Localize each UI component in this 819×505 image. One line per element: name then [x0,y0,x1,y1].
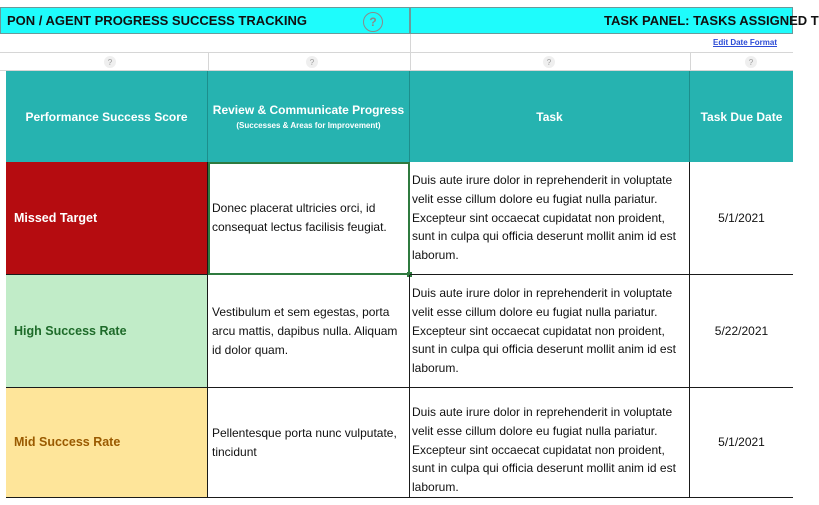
review-text: Pellentesque porta nunc vulputate, tincidunt [212,425,397,459]
column-header-review-sublabel: (Successes & Areas for Improvement) [236,121,381,130]
gridline [208,52,209,71]
review-cell[interactable] [208,162,410,275]
help-icon[interactable]: ? [363,12,383,32]
review-cell[interactable] [208,275,410,388]
review-text: Donec placerat ultricies orci, id consequat lectus facilisis feugiat. [212,201,387,234]
gridline [0,52,793,53]
score-label: Mid Success Rate [14,435,121,449]
score-cell[interactable] [6,275,208,388]
due-date-text: 5/1/2021 [718,435,765,449]
due-date-cell[interactable] [690,388,793,498]
due-date-cell[interactable] [690,162,793,275]
column-header-score-label: Performance Success Score [25,109,188,124]
help-icon-score[interactable]: ? [104,56,116,68]
help-icon-review[interactable]: ? [306,56,318,68]
task-text: Duis aute irure dolor in reprehenderit in voluptate velit esse cillum dolore eu fugiat nulla pariatur. Excepteur sint occaecat cupidatat non proident, sunt in culpa qui officia deserunt mollit anim id est laborum. [412,286,676,376]
review-cell[interactable] [208,388,410,498]
column-header-review-label: Review & Communicate Progress [212,103,405,117]
banner-left-title [0,7,410,34]
column-header-review [208,71,410,162]
gridline [690,52,691,71]
banner-right-text: TASK PANEL: TASKS ASSIGNED T [604,13,819,28]
help-icon-task[interactable]: ? [543,56,555,68]
task-cell[interactable] [410,275,690,388]
column-header-score [6,71,208,162]
banner-right-title [410,7,819,34]
score-label: Missed Target [14,210,98,225]
help-icon-due[interactable]: ? [745,56,757,68]
task-cell[interactable] [410,162,690,275]
gridline [410,34,411,71]
column-header-task-label: Task [536,109,563,124]
score-label: High Success Rate [14,323,127,338]
task-text: Duis aute irure dolor in reprehenderit in voluptate velit esse cillum dolore eu fugiat nulla pariatur. Excepteur sint occaecat cupidatat non proident, sunt in culpa qui officia deserunt mollit anim id est laborum. [412,173,676,263]
task-text: Duis aute irure dolor in reprehenderit in voluptate velit esse cillum dolore eu fugiat nulla pariatur. Excepteur sint occaecat cupidatat non proident, sunt in culpa qui officia deserunt mollit anim id est laborum. [412,405,676,495]
column-header-due [690,71,793,162]
score-cell[interactable] [6,162,208,275]
review-text: Vestibulum et sem egestas, porta arcu mattis, dapibus nulla. Aliquam id dolor quam. [212,304,398,357]
due-date-text: 5/1/2021 [718,210,765,225]
score-cell[interactable] [6,388,208,498]
due-date-text: 5/22/2021 [714,323,769,338]
edit-date-format-link[interactable]: Edit Date Format [713,38,778,47]
column-header-due-label: Task Due Date [700,109,783,124]
due-date-cell[interactable] [690,275,793,388]
task-cell[interactable] [410,388,690,498]
column-header-task [410,71,690,162]
banner-left-text: PON / AGENT PROGRESS SUCCESS TRACKING [7,13,307,28]
